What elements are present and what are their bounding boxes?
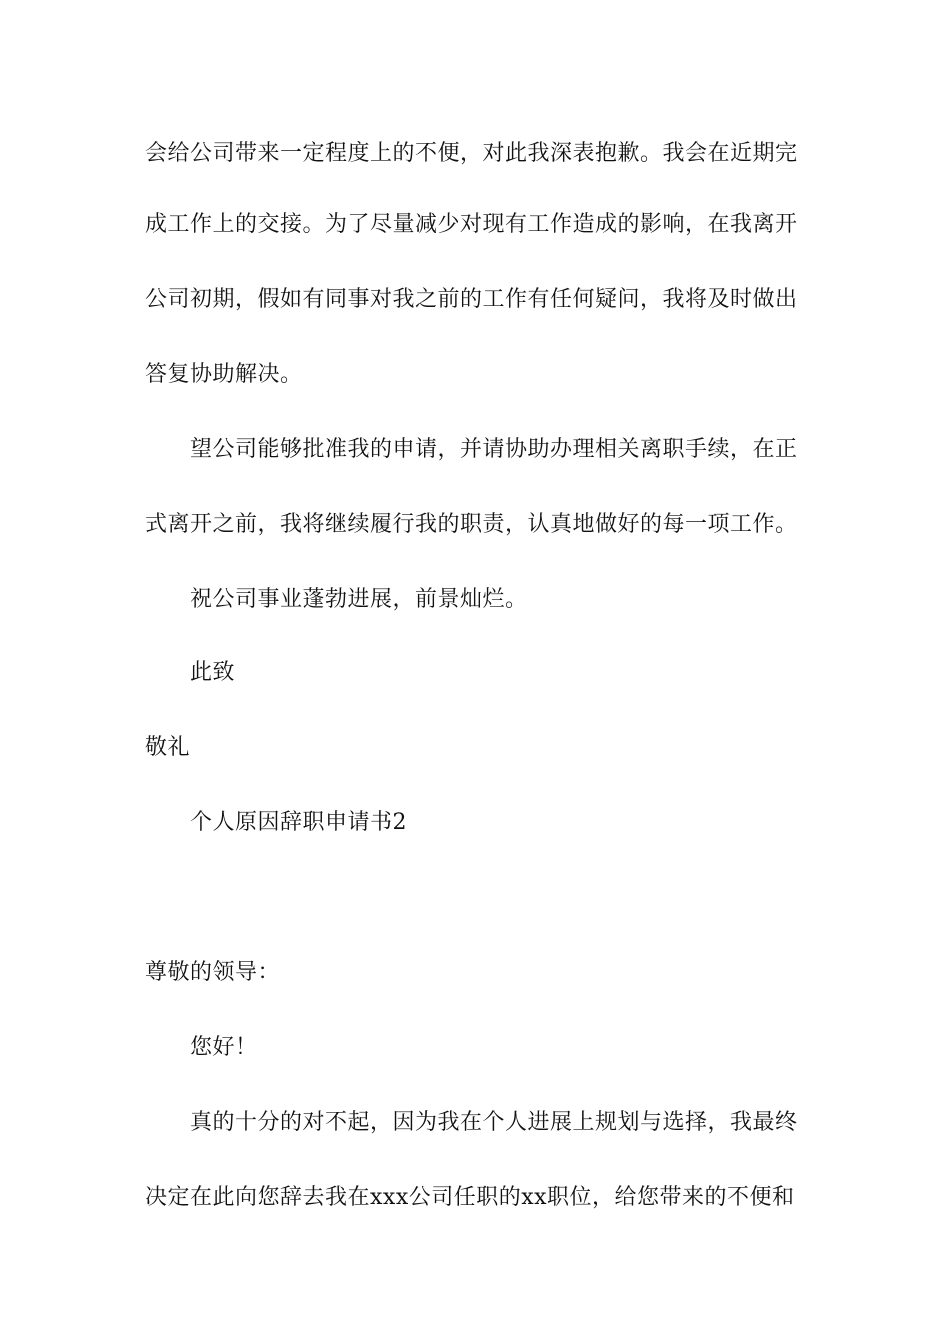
paragraph-line-2: 成工作上的交接。为了尽量减少对现有工作造成的影响，在我离开 xyxy=(145,212,798,237)
closing-cizhi: 此致 xyxy=(190,660,236,685)
greeting: 您好！ xyxy=(190,1035,258,1060)
paragraph-line-4: 答复协助解决。 xyxy=(145,362,303,387)
paragraph-line-8: 真的十分的对不起，因为我在个人进展上规划与选择，我最终 xyxy=(190,1110,798,1135)
paragraph-line-6: 式离开之前，我将继续履行我的职责，认真地做好的每一项工作。 xyxy=(145,512,798,537)
paragraph-line-1: 会给公司带来一定程度上的不便，对此我深表抱歉。我会在近期完 xyxy=(145,141,798,166)
paragraph-line-7: 祝公司事业蓬勃进展，前景灿烂。 xyxy=(190,587,528,612)
paragraph-line-3: 公司初期，假如有同事对我之前的工作有任何疑问，我将及时做出 xyxy=(145,287,798,312)
paragraph-line-5: 望公司能够批准我的申请，并请协助办理相关离职手续，在正 xyxy=(190,437,798,462)
section-title: 个人原因辞职申请书2 xyxy=(190,810,407,835)
closing-jingli: 敬礼 xyxy=(145,735,191,760)
paragraph-line-9: 决定在此向您辞去我在xxx公司任职的xx职位，给您带来的不便和 xyxy=(145,1185,795,1210)
salutation: 尊敬的领导： xyxy=(145,960,281,985)
